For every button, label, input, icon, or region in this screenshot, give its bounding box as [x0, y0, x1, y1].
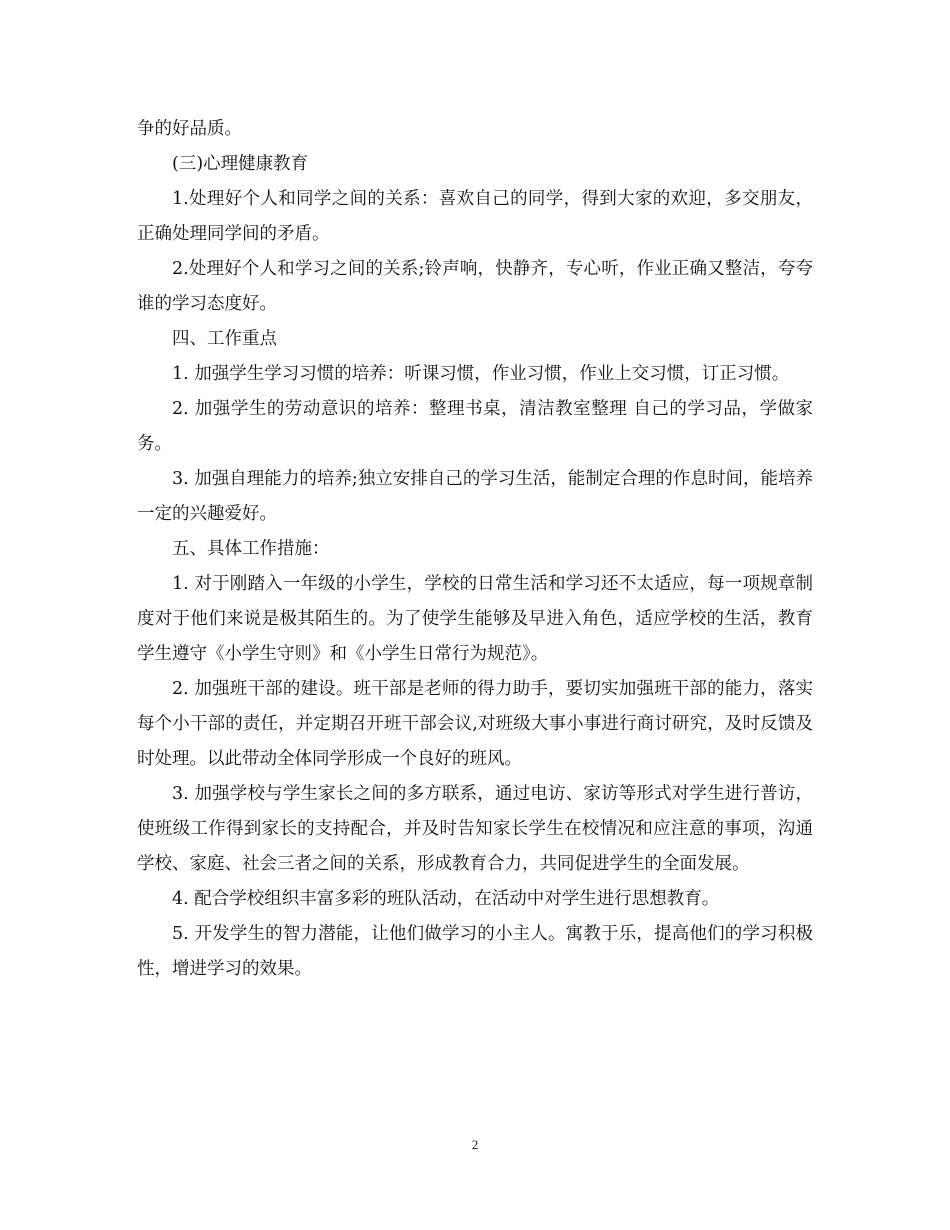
section-heading-work-focus: 四、工作重点 — [172, 329, 277, 349]
paragraph: 3. 加强自理能力的培养;独立安排自己的学习生活，能制定合理的作息时间，能培养一定的兴趣爱好。 — [137, 469, 813, 524]
paragraph: 2.处理好个人和学习之间的关系;铃声响，快静齐，专心听，作业正确又整洁，夸夸谁的学习态度好。 — [137, 259, 813, 314]
paragraph: 5. 开发学生的智力潜能，让他们做学习的小主人。寓教于乐，提高他们的学习积极性，增进学习的效果。 — [137, 924, 813, 979]
paragraph: 3. 加强学校与学生家长之间的多方联系，通过电访、家访等形式对学生进行普访，使班级工作得到家长的支持配合，并及时告知家长学生在校情况和应注意的事项，沟通学校、家庭、社会三者之间的关系，形成教育合力，共同促进学生的全面发展。 — [137, 784, 813, 874]
paragraph: 1.处理好个人和同学之间的关系：喜欢自己的同学，得到大家的欢迎，多交朋友，正确处理同学间的矛盾。 — [137, 189, 813, 244]
section-heading-mental-health: (三)心理健康教育 — [172, 154, 309, 174]
page-body — [137, 112, 813, 987]
paragraph: 2. 加强班干部的建设。班干部是老师的得力助手，要切实加强班干部的能力，落实每个小干部的责任，并定期召开班干部会议,对班级大事小事进行商讨研究，及时反馈及时处理。以此带动全体同学形成一个良好的班风。 — [137, 679, 813, 769]
paragraph: 1. 对于刚踏入一年级的小学生，学校的日常生活和学习还不太适应，每一项规章制度对于他们来说是极其陌生的。为了使学生能够及早进入角色，适应学校的生活，教育学生遵守《小学生守则》和《小学生日常行为规范》。 — [137, 574, 813, 664]
paragraph: 1. 加强学生学习习惯的培养：听课习惯，作业习惯，作业上交习惯，订正习惯。 — [172, 364, 790, 384]
section-heading-work-measures: 五、具体工作措施： — [172, 539, 330, 559]
page-number: 2 — [471, 1137, 479, 1152]
paragraph-continuation: 争的好品质。 — [137, 119, 242, 139]
paragraph: 4. 配合学校组织丰富多彩的班队活动，在活动中对学生进行思想教育。 — [172, 889, 720, 909]
paragraph: 2. 加强学生的劳动意识的培养：整理书桌，清洁教室整理 自己的学习品，学做家务。 — [137, 399, 813, 454]
